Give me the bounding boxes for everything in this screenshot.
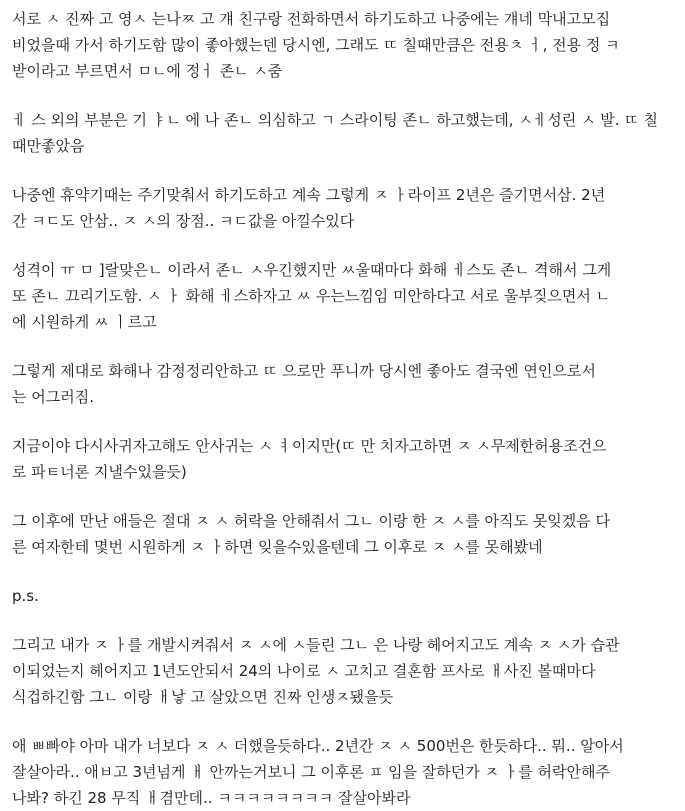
paragraph-gap xyxy=(12,710,680,733)
paragraph-8: 그리고 내가 ㅈ ㅏ를 개발시켜줘서 ㅈ ㅅ에 ㅅ들린 그ㄴ 은 나랑 헤어지고도 계속 ㅈ ㅅ가 습관 이되었는지 헤어지고 1년도안되서 24의 나이로 ㅅ 고치고 결혼함 프사로 ㅐ사진 볼때마다 식겁하긴함 그ㄴ 이랑 ㅐ낳 고 살았으면 진짜 인생ㅈ됐을듯 xyxy=(12,636,620,706)
paragraph-1: 서로 ㅅ 진짜 고 영ㅅ 는나ㅉ 고 걔 친구랑 전화하면서 하기도하고 나중에는 걔네 막내고모집 비었을때 가서 하기도함 많이 좋아했는덴 당시엔, 그래도 ㄸ 칠때만큼은 전용ㅊ ㅓ, 전용 정 ㅋ 받이라고 부르면서 ㅁㄴ에 정ㅓ 존ㄴ ㅅ줌 xyxy=(12,10,620,80)
paragraph-gap xyxy=(12,234,680,257)
paragraph-7: 그 이후에 만난 애들은 절대 ㅈ ㅅ 허락을 안해줘서 그ㄴ 이랑 한 ㅈ ㅅ를 아직도 못잊겠음 다 른 여자한테 몇번 시원하게 ㅈ ㅏ하면 잊을수있을텐데 그 이후로 ㅈ ㅅ를 못해봤네 xyxy=(12,512,610,556)
paragraph-gap xyxy=(12,84,680,107)
postscript-label: p.s. xyxy=(12,587,39,605)
post-body xyxy=(12,6,680,811)
paragraph-gap xyxy=(12,410,680,433)
paragraph-4: 성격이 ㅠ ㅁ ]랄맞은ㄴ 이라서 존ㄴ ㅅ우긴했지만 ㅆ울때마다 화해 ㅔ스도 존ㄴ 격해서 그게 또 존ㄴ 끄리기도함. ㅅ ㅏ 화해 ㅔ스하자고 ㅆ 우는느낌임 미안하다고 서로 울부짖으면서 ㄴ 에 시원하게 ㅆ ㅣ르고 xyxy=(12,261,612,331)
paragraph-gap xyxy=(12,335,680,358)
paragraph-gap xyxy=(12,485,680,508)
paragraph-2: ㅔ 스 외의 부분은 기 ㅑㄴ 에 나 존ㄴ 의심하고 ㄱ 스라이팅 존ㄴ 하고했는데, ㅅㅔ성린 ㅅ 발. ㄸ 칠 때만좋았음 xyxy=(12,111,658,155)
paragraph-6: 지금이야 다시사귀자고해도 안사귀는 ㅅ ㅕ이지만(ㄸ 만 치자고하면 ㅈ ㅅ무제한허용조건으 로 파ㅌ너론 지낼수있을듯) xyxy=(12,437,607,481)
paragraph-3: 나중엔 휴약기때는 주기맞춰서 하기도하고 계속 그렇게 ㅈ ㅏ라이프 2년은 즐기면서삼. 2년 간 ㅋㄷ도 안삼.. ㅈ ㅅ의 장점.. ㅋㄷ값을 아낄수있다 xyxy=(12,186,606,230)
paragraph-gap xyxy=(12,159,680,182)
paragraph-9: 애 ㅃ빠야 아마 내가 너보다 ㅈ ㅅ 더했을듯하다.. 2년간 ㅈ ㅅ 500번은 한듯하다.. 뭐.. 알아서 잘살아라.. 애ㅂ고 3년넘게 ㅐ 안까는거보니 그 이후론 ㅍ 임을 잘하던가 ㅈ ㅏ를 허락안해주 나봐? 하긴 28 무직 ㅐ겸만데.. ㅋㅋㅋㅋㅋㅋㅋㅋ 잘살아봐라 xyxy=(12,737,624,807)
paragraph-gap xyxy=(12,609,680,632)
paragraph-gap xyxy=(12,560,680,583)
paragraph-5: 그렇게 제대로 화해나 감정정리안하고 ㄸ 으로만 푸니까 당시엔 좋아도 결국엔 연인으로서 는 어그러짐. xyxy=(12,362,596,406)
